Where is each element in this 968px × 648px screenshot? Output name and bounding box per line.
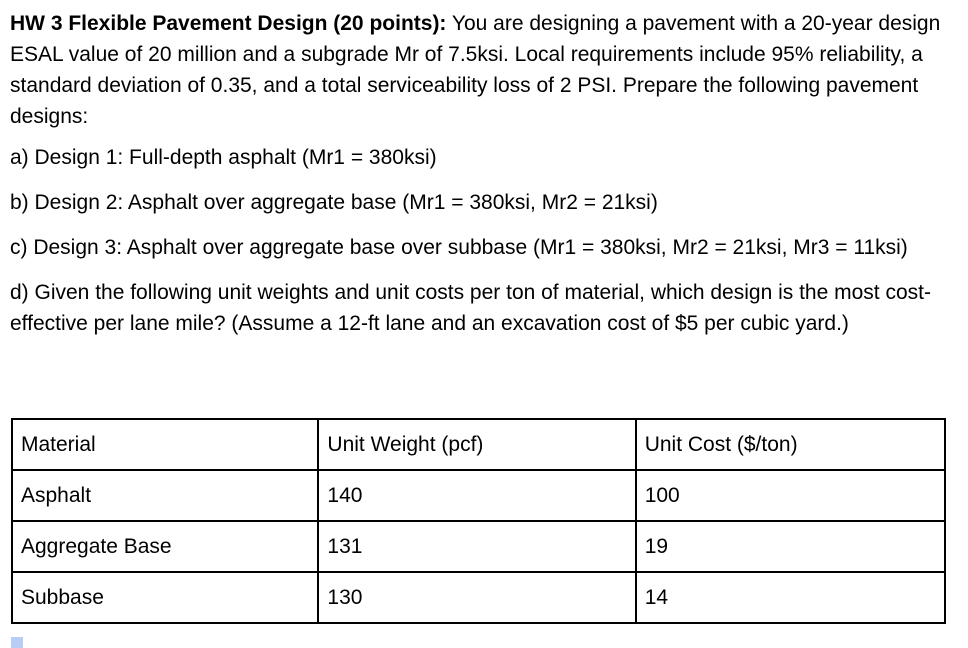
cell-unit-cost: 100 — [636, 470, 945, 521]
materials-table — [11, 418, 946, 624]
cell-unit-weight: 131 — [318, 521, 635, 572]
header-material: Material — [12, 419, 318, 470]
cell-material: Asphalt — [12, 470, 318, 521]
cell-unit-cost: 19 — [636, 521, 945, 572]
cell-material: Subbase — [12, 572, 318, 623]
problem-statement — [10, 8, 960, 132]
cell-material: Aggregate Base — [12, 521, 318, 572]
table-row — [12, 521, 945, 572]
header-unit-weight: Unit Weight (pcf) — [318, 419, 635, 470]
header-unit-cost: Unit Cost ($/ton) — [636, 419, 945, 470]
problem-heading: HW 3 Flexible Pavement Design (20 points): — [10, 12, 447, 35]
cell-unit-weight: 140 — [318, 470, 635, 521]
cost-question-item: d) Given the following unit weights and unit costs per ton of material, which design is the most cost-effective per lane mile? (Assume a 12-ft lane and an excavation cost of $5 per cubic yard.) — [10, 281, 931, 335]
table-header-row — [12, 419, 945, 470]
table-row — [12, 470, 945, 521]
design-2-item: b) Design 2: Asphalt over aggregate base (Mr1 = 380ksi, Mr2 = 21ksi) — [10, 191, 658, 214]
table-resize-handle[interactable] — [11, 637, 23, 648]
cell-unit-weight: 130 — [318, 572, 635, 623]
table-row — [12, 572, 945, 623]
design-3-item: c) Design 3: Asphalt over aggregate base over subbase (Mr1 = 380ksi, Mr2 = 21ksi, Mr3 = 11ksi) — [10, 236, 908, 259]
document-body — [10, 8, 960, 353]
problem-text: You are designing a pavement with a 20-year design ESAL value of 20 million and a subgrade Mr of 7.5ksi. Local requirements include 95% reliability, a standard deviation of 0.35, and a total serviceability loss of 2 PSI. Prepare the following pavement designs: — [10, 12, 941, 128]
design-1-item: a) Design 1: Full-depth asphalt (Mr1 = 380ksi) — [10, 146, 437, 169]
cell-unit-cost: 14 — [636, 572, 945, 623]
